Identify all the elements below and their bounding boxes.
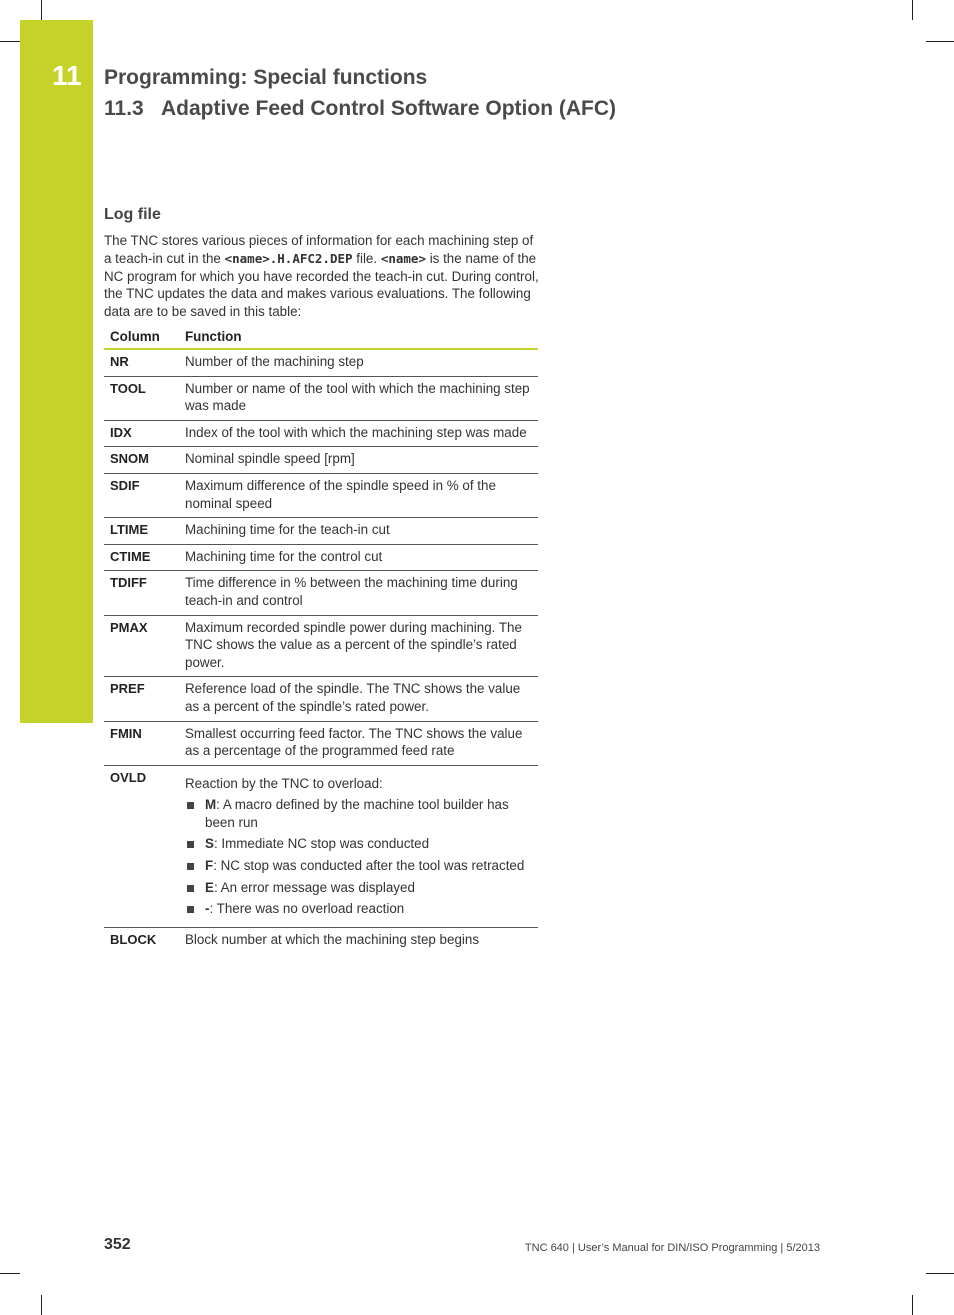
table-row [104,765,538,927]
crop-mark [0,1273,20,1274]
function-description [179,765,538,927]
column-code: BLOCK [110,931,157,947]
crop-mark [926,1273,954,1274]
table-row [104,473,538,517]
table-row [104,447,538,474]
reaction-text: : Immediate NC stop was conducted [213,836,430,852]
function-description: Machining time for the control cut [179,544,538,571]
crop-mark [912,0,913,20]
chapter-number: 11 [52,60,82,91]
reaction-text: : A macro defined by the machine tool builder has been run [205,797,509,830]
intro-text: file. [352,250,381,266]
function-description: Maximum recorded spindle power during machining. The TNC shows the value as a percent of the spindle’s rated power. [179,615,538,677]
column-code: CTIME [104,544,179,571]
table-row [104,615,538,677]
table-row [104,544,538,571]
column-code: SNOM [104,447,179,474]
ovld-intro: Reaction by the TNC to overload: [185,775,383,791]
column-code: NR [104,349,179,376]
table-row [104,420,538,447]
table-row [104,721,538,765]
crop-mark [912,1295,913,1315]
bullet-square-icon [187,841,194,848]
column-header: Column [104,326,179,349]
reaction-text: : NC stop was conducted after the tool was retracted [213,858,525,874]
crop-mark [41,0,42,20]
intro-filename: <name>.H.AFC2.DEP [224,250,353,266]
list-item [185,900,532,918]
list-item [185,857,532,875]
page-number: 352 [104,1236,131,1253]
reaction-key: - [205,901,210,917]
function-description: Time difference in % between the machining time during teach-in and control [179,571,538,615]
column-code: PREF [104,677,179,721]
column-code: OVLD [104,765,179,927]
bullet-square-icon [187,906,194,913]
column-code: TOOL [104,376,179,420]
column-code: FMIN [104,721,179,765]
function-description: Block number at which the machining step begins [185,931,480,947]
column-code: PMAX [104,615,179,677]
log-file-heading: Log file [104,206,161,223]
table-row [104,349,538,376]
chapter-title: Programming: Special functions [104,66,428,89]
column-code: IDX [104,420,179,447]
list-item [185,796,532,831]
table-row [104,376,538,420]
reaction-text: : An error message was displayed [213,879,415,895]
intro-name-token: <name> [380,250,426,266]
footer-text: TNC 640 | User’s Manual for DIN/ISO Programming | 5/2013 [524,1242,820,1254]
section-title [104,97,616,121]
section-number: 11.3 [104,97,144,120]
reaction-text: : There was no overload reaction [209,901,405,917]
crop-mark [926,41,954,42]
intro-paragraph [104,232,544,321]
function-description: Reference load of the spindle. The TNC shows the value as a percent of the spindle’s rated power. [179,677,538,721]
ovld-reaction-list [185,796,532,918]
table-row [104,571,538,615]
bullet-square-icon [187,802,194,809]
function-description: Maximum difference of the spindle speed in % of the nominal speed [179,473,538,517]
function-description: Machining time for the teach-in cut [179,518,538,545]
table-row [104,518,538,545]
table-row [104,927,538,953]
column-code: LTIME [104,518,179,545]
reaction-key: S [205,836,214,852]
reaction-key: M [205,797,217,813]
function-description: Nominal spindle speed [rpm] [179,447,538,474]
reaction-key: E [205,879,214,895]
bullet-square-icon [187,885,194,892]
function-header: Function [179,326,538,349]
list-item [185,835,532,853]
column-code: SDIF [104,473,179,517]
intro-text: The TNC stores various pieces of information for each machining step of a teach-in cut in the [104,233,534,266]
function-description: Index of the tool with which the machining step was made [179,420,538,447]
log-data-table [104,326,538,953]
function-description: Smallest occurring feed factor. The TNC shows the value as a percentage of the programmed feed rate [179,721,538,765]
section-title-text: Adaptive Feed Control Software Option (AFC) [161,97,616,120]
crop-mark [0,41,20,42]
reaction-key: F [205,858,214,874]
crop-mark [41,1295,42,1315]
intro-text: is the name of the NC program for which you have recorded the teach-in cut. During control, the TNC updates the data and makes various evaluations. The following data are to be saved in this table: [104,250,539,320]
function-description: Number or name of the tool with which the machining step was made [179,376,538,420]
chapter-sidebar [20,20,93,723]
table-row [104,677,538,721]
column-code: TDIFF [104,571,179,615]
function-description: Number of the machining step [179,349,538,376]
bullet-square-icon [187,863,194,870]
list-item [185,879,532,897]
